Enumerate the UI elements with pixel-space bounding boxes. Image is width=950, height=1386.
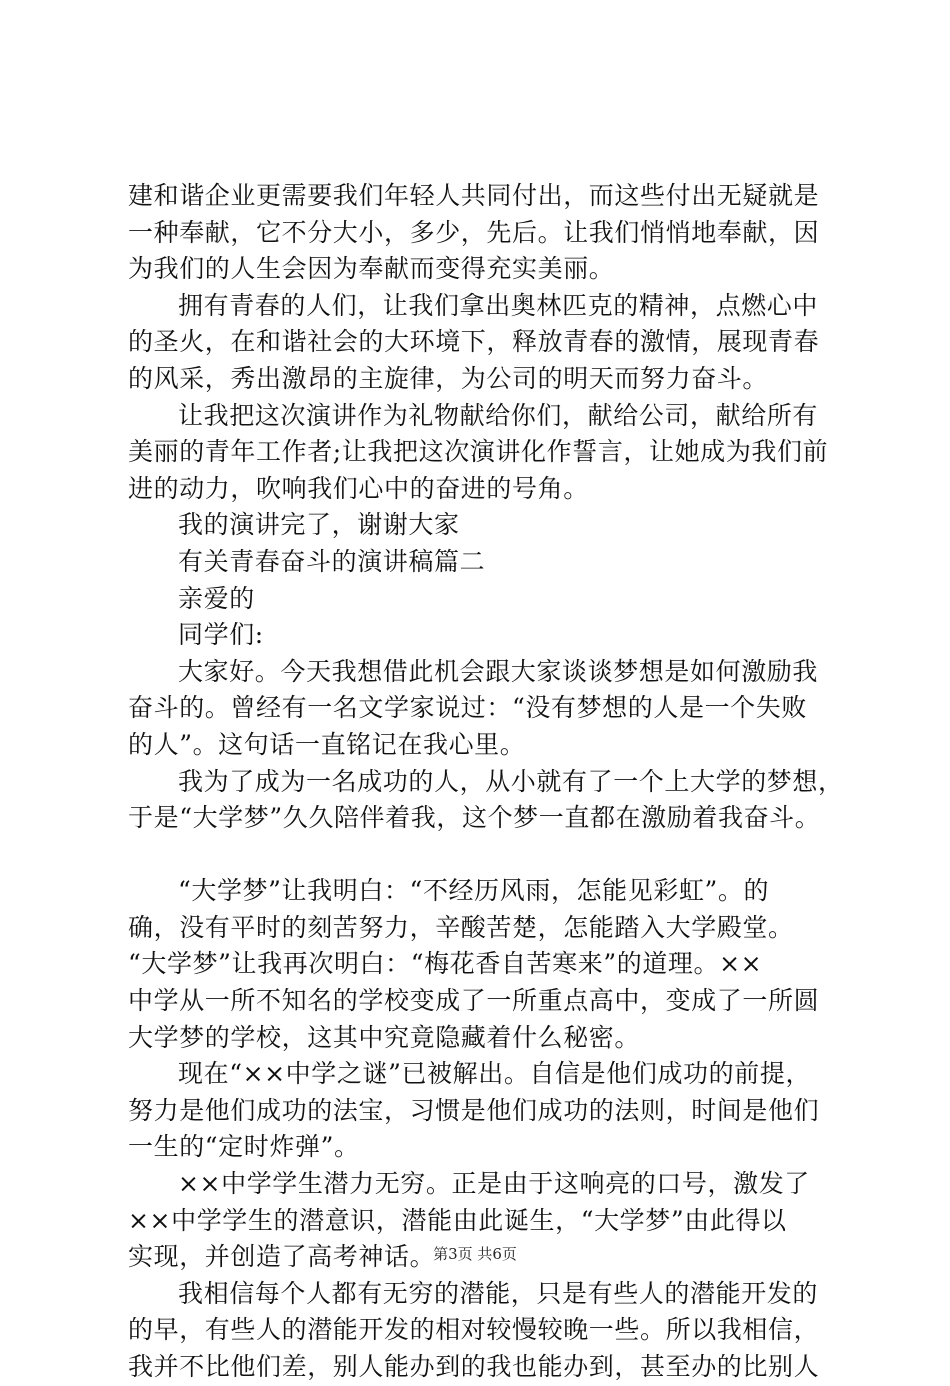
text-line: 我的演讲完了，谢谢大家 bbox=[178, 510, 460, 540]
text-line: 亲爱的 bbox=[178, 583, 255, 613]
text-line: 让我把这次演讲作为礼物献给你们，献给公司，献给所有 bbox=[178, 400, 819, 430]
text-line: 进的动力，吹响我们心中的奋进的号角。 bbox=[128, 473, 589, 503]
text-line: 我为了成为一名成功的人，从小就有了一个上大学的梦想， bbox=[178, 766, 844, 796]
text-line: 同学们: bbox=[178, 620, 264, 650]
text-line: 现在“××中学之谜”已被解出。自信是他们成功的前提， bbox=[178, 1059, 812, 1089]
text-line: 奋斗的。曾经有一名文学家说过：“没有梦想的人是一个失败 bbox=[128, 693, 807, 723]
text-line: 我并不比他们差，别人能办到的我也能办到，甚至办的比别人 bbox=[128, 1352, 820, 1381]
text-line: 一生的“定时炸弹”。 bbox=[128, 1132, 360, 1162]
text-line: 为我们的人生会因为奉献而变得充实美丽。 bbox=[128, 254, 615, 284]
text-line: 实现，并创造了高考神话。 bbox=[128, 1242, 436, 1272]
text-line: 建和谐企业更需要我们年轻人共同付出，而这些付出无疑就是 bbox=[128, 181, 820, 210]
text-line: 的圣火，在和谐社会的大环境下，释放青春的激情，展现青春 bbox=[128, 327, 820, 357]
text-line: 一种奉献，它不分大小，多少，先后。让我们悄悄地奉献，因 bbox=[128, 217, 820, 247]
text-line: 的人”。这句话一直铭记在我心里。 bbox=[128, 729, 526, 759]
text-line: ××中学学生潜力无穷。正是由于这响亮的口号，激发了 bbox=[178, 1169, 810, 1199]
text-line: 的早，有些人的潜能开发的相对较慢较晚一些。所以我相信， bbox=[128, 1315, 820, 1345]
text-line: 拥有青春的人们，让我们拿出奥林匹克的精神，点燃心中 bbox=[178, 290, 819, 320]
text-line: 的风采，秀出激昂的主旋律，为公司的明天而努力奋斗。 bbox=[128, 363, 769, 393]
text-line: 美丽的青年工作者;让我把这次演讲化作誓言，让她成为我们前 bbox=[128, 437, 829, 467]
text-line: “大学梦”让我明白：“不经历风雨，怎能见彩虹”。的 bbox=[178, 876, 770, 906]
text-line: 有关青春奋斗的演讲稿篇二 bbox=[178, 546, 486, 576]
text-line: 努力是他们成功的法宝，习惯是他们成功的法则，时间是他们 bbox=[128, 1095, 820, 1125]
text-line: 大家好。今天我想借此机会跟大家谈谈梦想是如何激励我 bbox=[178, 656, 819, 686]
text-line: ××中学学生的潜意识，潜能由此诞生，“大学梦”由此得以 bbox=[128, 1205, 787, 1235]
blank-line bbox=[128, 837, 828, 874]
text-line: “大学梦”让我再次明白：“梅花香自苦寒来”的道理。×× bbox=[128, 949, 763, 979]
document-body bbox=[128, 178, 844, 1386]
text-line: 于是“大学梦”久久陪伴着我，这个梦一直都在激励着我奋斗。 bbox=[128, 803, 821, 833]
text-line: 确，没有平时的刻苦努力，辛酸苦楚，怎能踏入大学殿堂。 bbox=[128, 912, 794, 942]
page-footer: 第3页 共6页 bbox=[433, 1245, 517, 1263]
text-line: 我相信每个人都有无穷的潜能，只是有些人的潜能开发的 bbox=[178, 1278, 819, 1308]
text-line: 中学从一所不知名的学校变成了一所重点高中，变成了一所圆 bbox=[128, 986, 820, 1016]
text-line: 大学梦的学校，这其中究竟隐藏着什么秘密。 bbox=[128, 1022, 641, 1052]
